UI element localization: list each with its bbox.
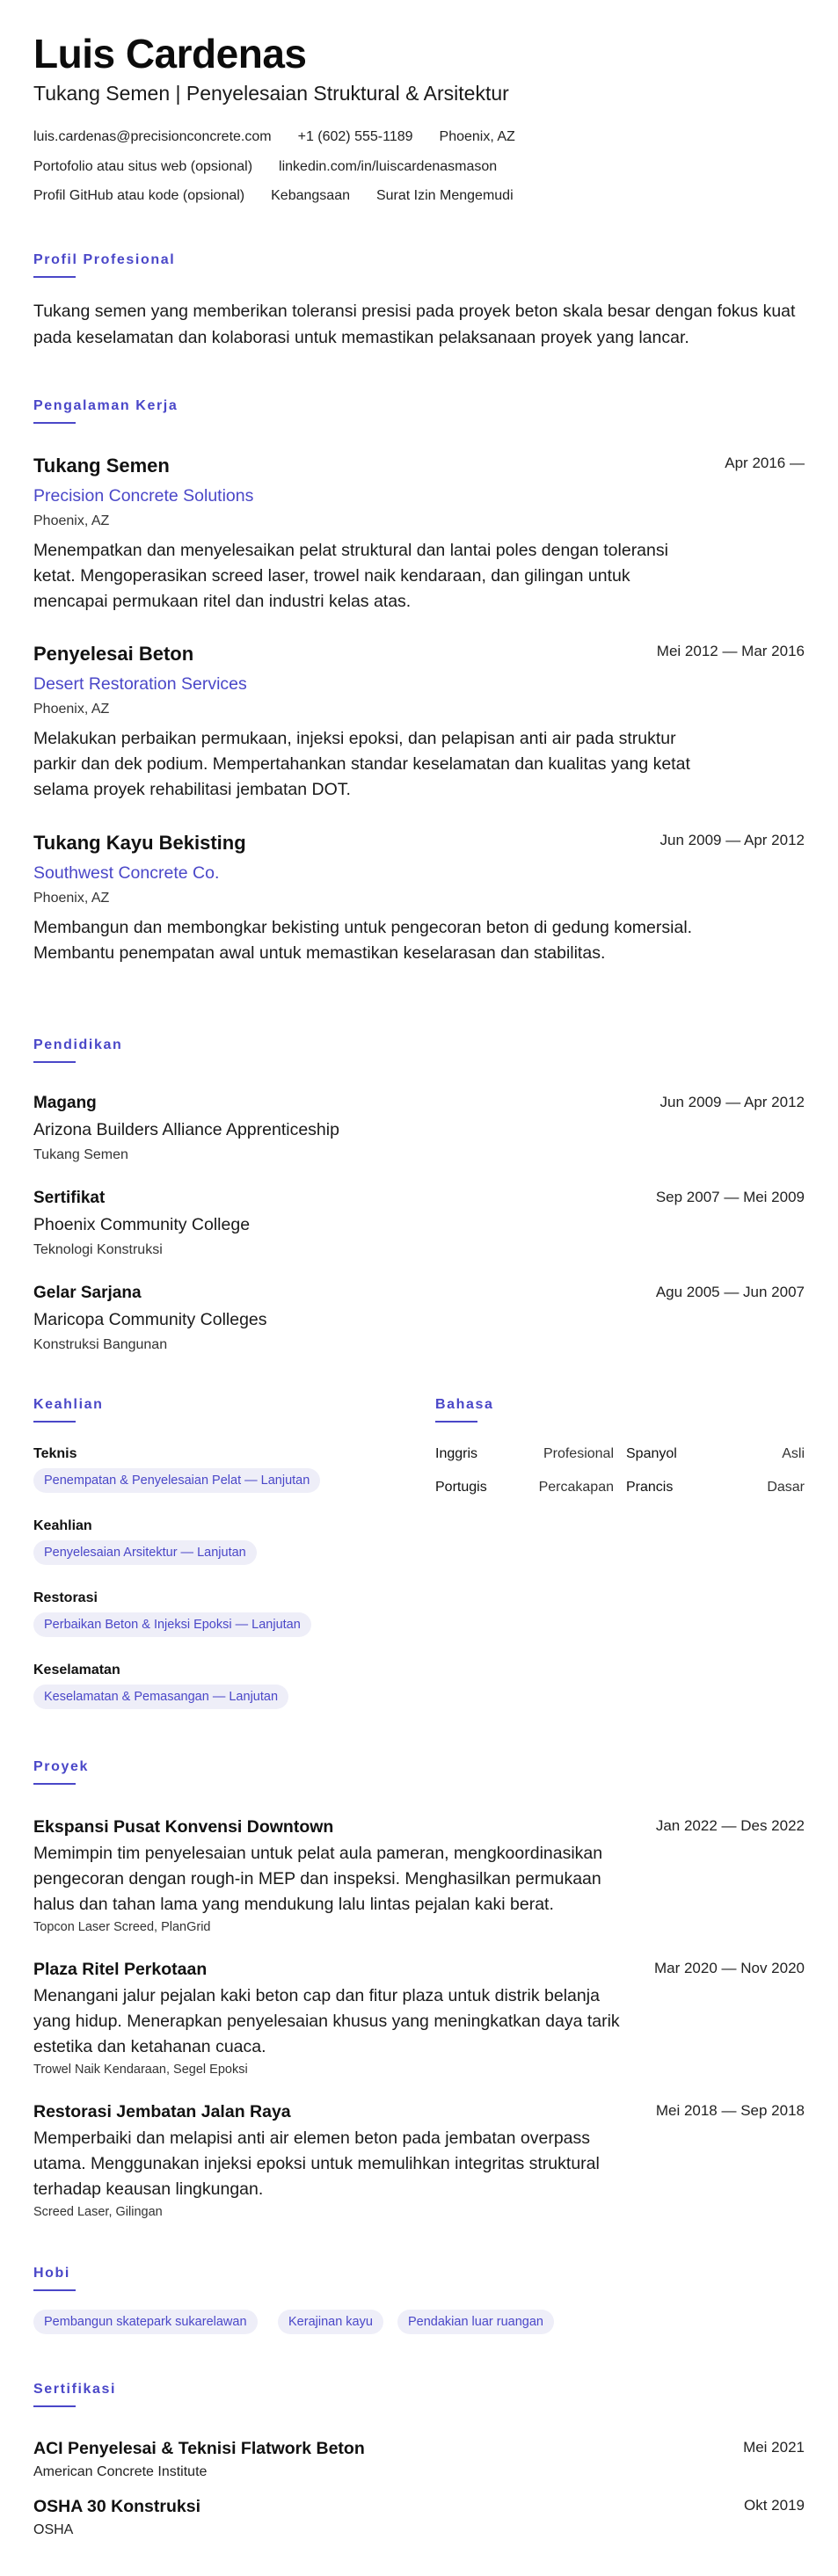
section-divider (33, 1783, 76, 1785)
contact-row-1 (33, 129, 515, 145)
hobby-chip: Pembangun skatepark sukarelawan (33, 2310, 258, 2334)
section-divider (33, 2405, 76, 2407)
hobby-chip: Pendakian luar ruangan (397, 2310, 554, 2334)
project-date: Jan 2022 — Des 2022 (655, 1817, 805, 1834)
section-divider (33, 1421, 76, 1423)
email-link[interactable]: luis.cardenas@precisionconcrete.com (33, 129, 272, 144)
nationality: Kebangsaan (271, 188, 350, 203)
job-title: Penyelesai Beton (33, 643, 194, 665)
job-description: Melakukan perbaikan permukaan, injeksi epoksi, dan pelapisan anti air pada struktur parkir dan dek podium. Mempertahankan standar keselamatan dan kualitas yang ketat selama proyek rehabilitasi jembatan DOT. (33, 729, 690, 799)
experience-item (33, 832, 805, 966)
project-item (33, 1960, 805, 2077)
project-tools: Topcon Laser Screed, PlanGrid (33, 1920, 211, 1934)
school-name: Maricopa Community Colleges (33, 1310, 267, 1329)
location: Phoenix, AZ (439, 129, 515, 144)
certification-name: ACI Penyelesai & Teknisi Flatwork Beton (33, 2439, 365, 2458)
certification-date: Okt 2019 (744, 2497, 805, 2514)
section-divider (33, 276, 76, 278)
section-title-education: Pendidikan (33, 1037, 123, 1052)
language-level: Dasar (767, 1480, 805, 1495)
job-location: Phoenix, AZ (33, 702, 110, 717)
education-item (33, 1284, 805, 1353)
project-description: Menangani jalur pejalan kaki beton cap dan fitur plaza untuk distrik belanja yang hidup. Menerapkan penyelesaian khusus yang meningkatkan daya tarik estetika dan ketahanan cuaca. (33, 1986, 620, 2056)
job-location: Phoenix, AZ (33, 891, 110, 906)
section-divider (33, 1061, 76, 1063)
section-title-languages: Bahasa (435, 1397, 494, 1412)
portfolio-link[interactable]: Portofolio atau situs web (opsional) (33, 159, 253, 174)
school-name: Phoenix Community College (33, 1215, 251, 1234)
phone-number[interactable]: +1 (602) 555-1189 (297, 129, 413, 144)
language-name: Inggris (435, 1446, 478, 1461)
field-of-study: Teknologi Konstruksi (33, 1242, 163, 1257)
project-name: Plaza Ritel Perkotaan (33, 1960, 208, 1979)
field-of-study: Tukang Semen (33, 1147, 128, 1162)
project-description: Memimpin tim penyelesaian untuk pelat aula pameran, mengkoordinasikan pengecoran dengan rough-in MEP dan inspeksi. Menghasilkan permukaan halus dan tahan lama yang mendukung lalu lintas pejalan kaki berat. (33, 1844, 603, 1914)
job-date: Jun 2009 — Apr 2012 (659, 832, 805, 848)
section-divider (33, 2289, 76, 2291)
degree: Magang (33, 1094, 97, 1112)
section-divider (435, 1421, 477, 1423)
skill-category: Teknis (33, 1446, 77, 1461)
contact-row-2 (33, 159, 497, 175)
linkedin-link[interactable]: linkedin.com/in/luiscardenasmason (279, 159, 498, 174)
skill-category: Keahlian (33, 1518, 92, 1533)
contact-row-3 (33, 188, 514, 204)
certification-date: Mei 2021 (743, 2439, 805, 2456)
project-date: Mar 2020 — Nov 2020 (653, 1960, 805, 1976)
skill-chip: Perbaikan Beton & Injeksi Epoksi — Lanjutan (33, 1612, 311, 1637)
project-item (33, 2102, 805, 2219)
school-name: Arizona Builders Alliance Apprenticeship (33, 1120, 339, 1139)
section-title-certifications: Sertifikasi (33, 2382, 117, 2397)
project-tools: Screed Laser, Gilingan (33, 2205, 163, 2219)
skill-category: Restorasi (33, 1590, 98, 1605)
language-level: Percakapan (538, 1480, 614, 1495)
language-level: Profesional (543, 1446, 614, 1461)
education-item (33, 1189, 805, 1258)
language-name: Spanyol (626, 1446, 677, 1461)
headline: Tukang Semen | Penyelesaian Struktural & Arsitektur (33, 82, 509, 105)
section-title-summary: Profil Profesional (33, 252, 176, 267)
experience-item (33, 455, 805, 615)
skill-chip: Keselamatan & Pemasangan — Lanjutan (33, 1685, 288, 1709)
project-item (33, 1817, 805, 1934)
job-description: Membangun dan membongkar bekisting untuk pengecoran beton di gedung komersial. Membantu penempatan awal untuk memastikan keselarasan dan stabilitas. (33, 918, 693, 963)
drivers-license: Surat Izin Mengemudi (375, 188, 514, 203)
skill-chip: Penempatan & Penyelesaian Pelat — Lanjutan (33, 1468, 320, 1493)
project-tools: Trowel Naik Kendaraan, Segel Epoksi (33, 2063, 248, 2077)
certification-item (33, 2439, 805, 2480)
skill-category: Keselamatan (33, 1663, 120, 1677)
project-name: Ekspansi Pusat Konvensi Downtown (33, 1817, 334, 1837)
education-item (33, 1094, 805, 1163)
certification-name: OSHA 30 Konstruksi (33, 2497, 200, 2516)
company-name: Precision Concrete Solutions (33, 486, 254, 506)
project-description: Memperbaiki dan melapisi anti air elemen beton pada jembatan overpass utama. Menggunakan injeksi epoksi untuk memulihkan integritas struktural terhadap keausan lingkungan. (33, 2128, 600, 2199)
job-title: Tukang Kayu Bekisting (33, 832, 246, 854)
job-date: Apr 2016 — (725, 455, 805, 471)
language-level: Asli (782, 1446, 805, 1461)
field-of-study: Konstruksi Bangunan (33, 1337, 168, 1352)
experience-item (33, 643, 805, 803)
section-title-projects: Proyek (33, 1759, 89, 1774)
hobby-chip: Kerajinan kayu (278, 2310, 383, 2334)
skill-chip: Penyelesaian Arsitektur — Lanjutan (33, 1540, 257, 1565)
company-name: Desert Restoration Services (33, 674, 247, 694)
job-location: Phoenix, AZ (33, 513, 110, 528)
company-name: Southwest Concrete Co. (33, 863, 220, 883)
job-title: Tukang Semen (33, 455, 170, 477)
degree: Gelar Sarjana (33, 1284, 142, 1302)
project-date: Mei 2018 — Sep 2018 (655, 2102, 805, 2119)
certification-issuer: American Concrete Institute (33, 2464, 208, 2479)
section-title-hobbies: Hobi (33, 2266, 70, 2281)
education-date: Agu 2005 — Jun 2007 (655, 1284, 805, 1300)
job-description: Menempatkan dan menyelesaikan pelat struktural dan lantai poles dengan toleransi ketat. Mengoperasikan screed laser, trowel naik kendaraan, dan gilingan untuk mencapai permukaan ritel dan industri kelas atas. (33, 541, 668, 611)
job-date: Mei 2012 — Mar 2016 (656, 643, 805, 659)
education-date: Jun 2009 — Apr 2012 (659, 1094, 805, 1110)
language-name: Portugis (435, 1480, 487, 1495)
education-date: Sep 2007 — Mei 2009 (655, 1189, 805, 1205)
certification-issuer: OSHA (33, 2522, 74, 2537)
section-title-experience: Pengalaman Kerja (33, 398, 179, 413)
section-divider (33, 422, 76, 424)
degree: Sertifikat (33, 1189, 106, 1207)
certification-item (33, 2497, 805, 2538)
candidate-name: Luis Cardenas (33, 31, 307, 76)
summary-text: Tukang semen yang memberikan toleransi presisi pada proyek beton skala besar dengan fokus kuat pada keselamatan dan kolaborasi untuk memastikan pelaksanaan proyek yang lancar. (33, 302, 796, 347)
language-name: Prancis (626, 1480, 674, 1495)
project-name: Restorasi Jembatan Jalan Raya (33, 2102, 291, 2121)
github-link[interactable]: Profil GitHub atau kode (opsional) (33, 188, 245, 203)
section-title-skills: Keahlian (33, 1397, 104, 1412)
